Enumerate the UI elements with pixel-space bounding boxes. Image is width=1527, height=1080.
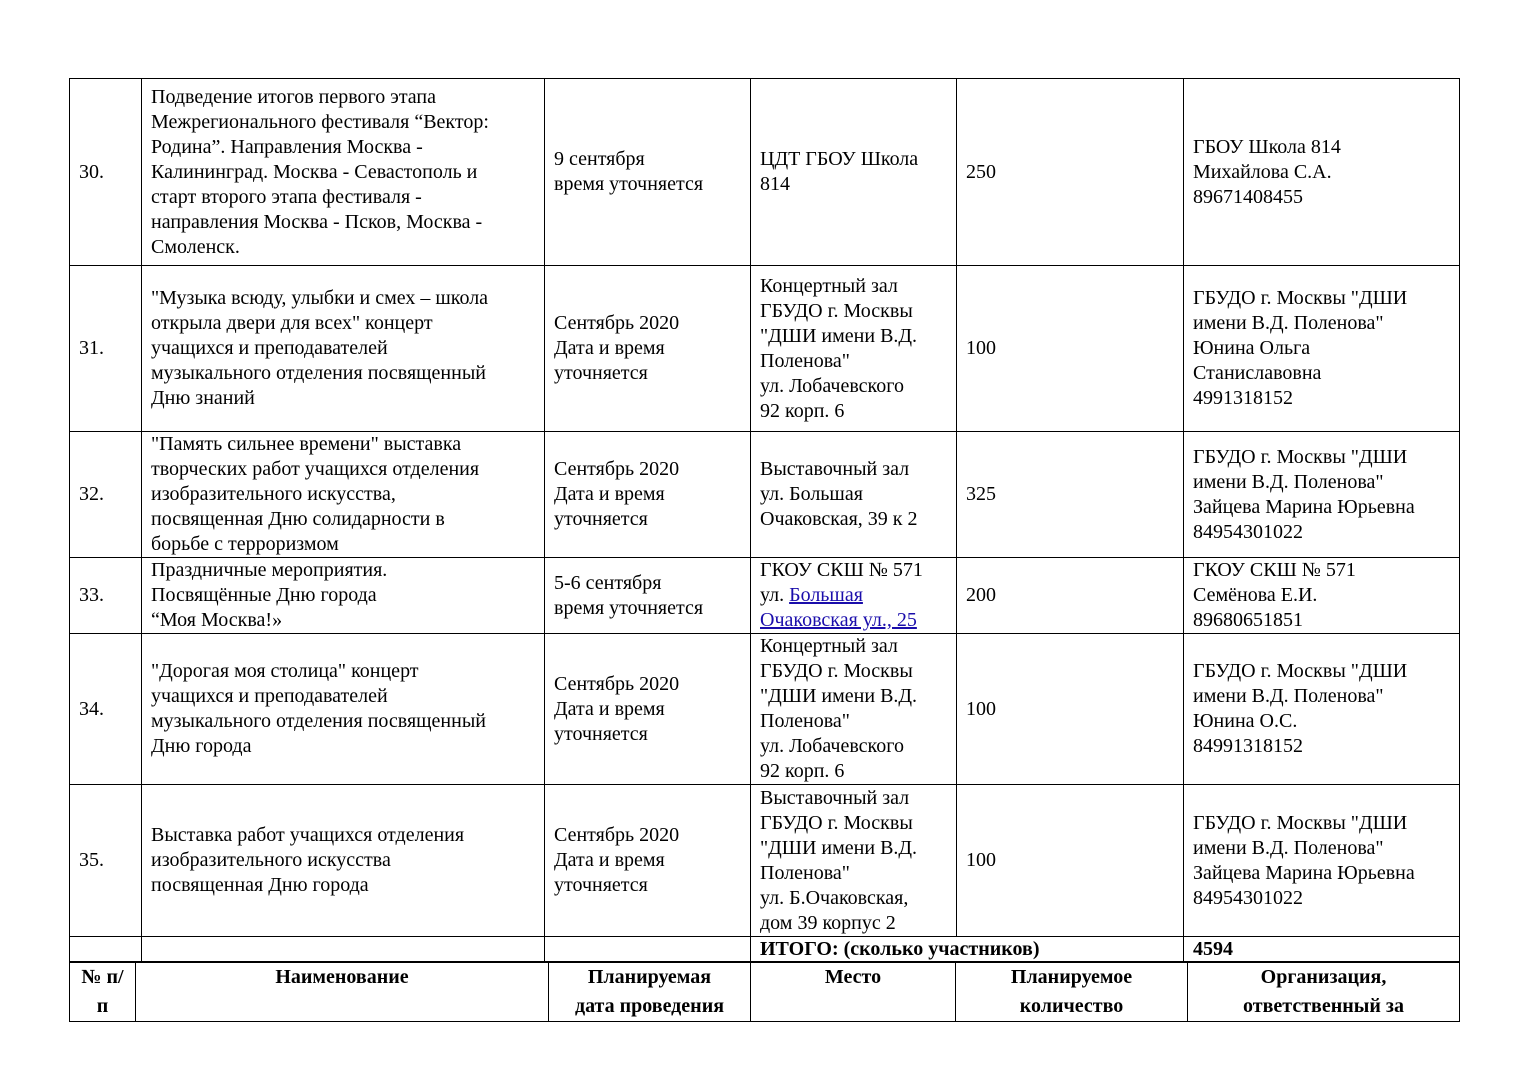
event-date-cell <box>545 266 751 432</box>
event-name-text: "Музыка всюду, улыбки и смех – школа открыла двери для всех" концерт учащихся и преподавателей музыкального отделения посвященный Дню знаний <box>151 287 489 409</box>
event-org-cell <box>1184 634 1460 785</box>
event-org-text: ГКОУ СКШ № 571 Семёнова Е.И. 89680651851 <box>1193 559 1356 631</box>
event-place-text: ЦДТ ГБОУ Школа 814 <box>760 148 919 195</box>
event-place-cell <box>751 785 957 937</box>
event-place-cell <box>751 79 957 266</box>
event-name-cell <box>142 558 545 634</box>
header-org: Организация, ответственный за <box>1188 962 1460 1022</box>
event-count-cell <box>957 79 1184 266</box>
event-org-cell <box>1184 79 1460 266</box>
repeated-table-header <box>69 961 1460 1022</box>
total-value: 4594 <box>1184 937 1460 963</box>
table-row <box>70 432 1460 558</box>
row-number-text: 30. <box>79 160 104 183</box>
event-org-cell <box>1184 558 1460 634</box>
total-empty-cell <box>545 937 751 963</box>
event-count-cell <box>957 432 1184 558</box>
event-org-text: ГБОУ Школа 814 Михайлова С.А. 89671408455 <box>1193 135 1341 208</box>
event-org-text: ГБУДО г. Москвы "ДШИ имени В.Д. Поленова" Зайцева Марина Юрьевна 84954301022 <box>1193 811 1415 909</box>
event-place-text: Выставочный зал ул. Большая Очаковская, 39 к 2 <box>760 458 918 530</box>
event-name-cell <box>142 266 545 432</box>
header-count: Планируемое количество <box>956 962 1188 1022</box>
event-org-cell <box>1184 785 1460 937</box>
event-count-text: 100 <box>966 849 996 871</box>
event-name-cell <box>142 432 545 558</box>
row-number-text: 33. <box>79 584 104 606</box>
event-name-text: Выставка работ учащихся отделения изобразительного искусства посвященная Дню города <box>151 824 465 896</box>
event-count-text: 200 <box>966 584 996 606</box>
total-empty-cell <box>70 937 142 963</box>
event-name-cell <box>142 634 545 785</box>
total-row <box>70 937 1460 963</box>
event-count-text: 250 <box>966 160 996 183</box>
event-name-text: "Дорогая моя столица" концерт учащихся и преподавателей музыкального отделения посвященный Дню города <box>151 660 486 757</box>
table-row <box>70 785 1460 937</box>
event-count-cell <box>957 785 1184 937</box>
event-place-cell <box>751 558 957 634</box>
event-place-text: Концертный зал ГБУДО г. Москвы "ДШИ имени В.Д. Поленова" ул. Лобачевского 92 корп. 6 <box>760 274 918 422</box>
row-number-cell <box>70 558 142 634</box>
event-date-text: Сентябрь 2020 Дата и время уточняется <box>554 672 680 745</box>
event-date-cell <box>545 432 751 558</box>
event-date-text: 5-6 сентября время уточняется <box>554 571 704 619</box>
total-empty-cell <box>142 937 545 963</box>
event-count-text: 100 <box>966 697 996 720</box>
event-count-cell <box>957 558 1184 634</box>
row-number-cell <box>70 785 142 937</box>
row-number-cell <box>70 266 142 432</box>
event-name-text: Праздничные мероприятия. Посвящённые Дню города “Моя Москва!» <box>151 559 388 631</box>
table-row <box>70 266 1460 432</box>
event-org-text: ГБУДО г. Москвы "ДШИ имени В.Д. Поленова" Зайцева Марина Юрьевна 84954301022 <box>1193 445 1415 543</box>
table-row <box>70 79 1460 266</box>
events-table <box>69 78 1460 963</box>
row-number-text: 32. <box>79 483 104 505</box>
table-row <box>70 634 1460 785</box>
event-date-text: 9 сентября время уточняется <box>554 148 704 195</box>
row-number-text: 34. <box>79 697 104 720</box>
event-name-text: "Память сильнее времени" выставка творческих работ учащихся отделения изобразительного искусства, посвященная Дню солидарности в борьбе с терроризмом <box>151 433 480 555</box>
event-date-cell <box>545 785 751 937</box>
event-count-text: 325 <box>966 483 996 505</box>
event-org-text: ГБУДО г. Москвы "ДШИ имени В.Д. Поленова" Юнина Ольга Станиславовна 4991318152 <box>1193 287 1408 409</box>
address-link[interactable]: Большая Очаковская ул., 25 <box>760 584 917 631</box>
event-date-cell <box>545 558 751 634</box>
event-date-text: Сентябрь 2020 Дата и время уточняется <box>554 312 680 384</box>
header-date: Планируемая дата проведения <box>549 962 751 1022</box>
event-place-cell <box>751 266 957 432</box>
event-place-text: Выставочный зал ГБУДО г. Москвы "ДШИ имени В.Д. Поленова" ул. Б.Очаковская, дом 39 корпус 2 <box>760 786 918 934</box>
event-count-cell <box>957 634 1184 785</box>
row-number-text: 31. <box>79 337 104 359</box>
event-date-cell <box>545 634 751 785</box>
event-place-cell <box>751 432 957 558</box>
row-number-text: 35. <box>79 849 104 871</box>
row-number-cell <box>70 79 142 266</box>
event-org-text: ГБУДО г. Москвы "ДШИ имени В.Д. Поленова" Юнина О.С. 84991318152 <box>1193 660 1408 757</box>
event-place-cell <box>751 634 957 785</box>
event-name-cell <box>142 79 545 266</box>
table-row <box>70 558 1460 634</box>
total-label: ИТОГО: (сколько участников) <box>751 937 1184 963</box>
event-place-text: Концертный зал ГБУДО г. Москвы "ДШИ имени В.Д. Поленова" ул. Лобачевского 92 корп. 6 <box>760 635 918 782</box>
header-place: Место <box>751 962 956 1022</box>
event-count-cell <box>957 266 1184 432</box>
event-org-cell <box>1184 266 1460 432</box>
row-number-cell <box>70 432 142 558</box>
event-org-cell <box>1184 432 1460 558</box>
event-count-text: 100 <box>966 337 996 359</box>
event-place-text: ГКОУ СКШ № 571 ул. <box>760 559 923 606</box>
event-name-cell <box>142 785 545 937</box>
event-date-text: Сентябрь 2020 Дата и время уточняется <box>554 824 680 896</box>
row-number-cell <box>70 634 142 785</box>
header-num: № п/ п <box>70 962 136 1022</box>
event-date-cell <box>545 79 751 266</box>
event-date-text: Сентябрь 2020 Дата и время уточняется <box>554 458 680 530</box>
event-name-text: Подведение итогов первого этапа Межрегионального фестиваля “Вектор: Родина”. Направления Москва - Калининград. Москва - Севастополь и старт второго этапа фестиваля - направления Москва - Псков, Москва - Смоленск. <box>151 85 489 258</box>
events-table-body <box>70 79 1460 937</box>
header-row <box>70 962 1460 1022</box>
header-name: Наименование <box>136 962 549 1022</box>
